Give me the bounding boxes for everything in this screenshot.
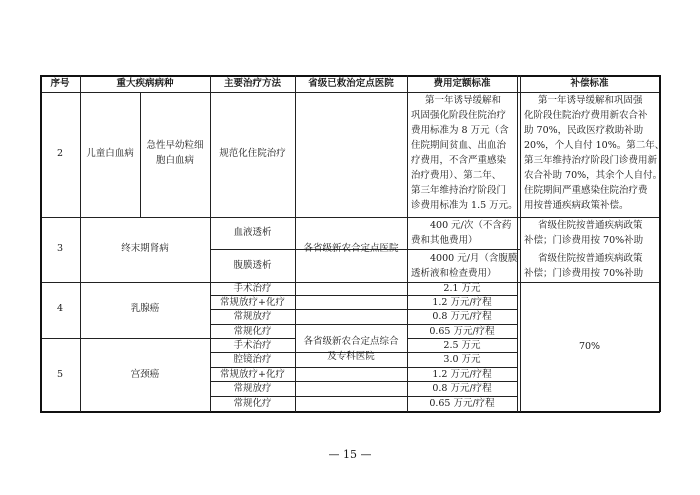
row3-comp-line: 省级住院按普通疾病政策 — [538, 220, 643, 231]
row3-fee2-line: 4000 元/月（含腹膜 — [430, 253, 518, 264]
row3-disease: 终末期肾病 — [121, 243, 169, 254]
row4-method: 常规化疗 — [233, 326, 272, 337]
row2-subtype-2: 胞白血病 — [155, 155, 194, 166]
row2-fee-line: 第一年诱导缓解和 — [425, 95, 502, 106]
row5-method: 常规放疗+化疗 — [220, 369, 285, 380]
row5-method: 腔镜治疗 — [233, 354, 272, 365]
rule-bottom — [40, 411, 660, 413]
rule-right — [659, 75, 661, 412]
row4-disease: 乳腺癌 — [130, 303, 160, 314]
row5-seq: 5 — [56, 369, 64, 380]
row2-comp-line: 第一年诱导缓解和巩固强 — [538, 95, 643, 106]
row2-fee-line: 诊费用标准为 1.5 万元。 — [411, 200, 518, 211]
rule-c5 — [517, 75, 518, 412]
rule-header — [40, 92, 660, 93]
cancer-hospital-line: 各省级新农合定点综合 — [303, 336, 399, 347]
row3-method-1: 血液透析 — [233, 227, 272, 238]
row4-fee: 1.2 万元/疗程 — [432, 297, 492, 308]
rule-row2 — [40, 217, 660, 218]
row2-comp-line: 农合补助 70%，其余个人自付。 — [524, 170, 663, 181]
header-hospital: 省级已救治定点医院 — [308, 78, 394, 89]
row2-fee-line: 治疗费用）、第二年、 — [411, 170, 502, 181]
header-method: 主要治疗方法 — [223, 78, 281, 89]
row2-comp-line: 化阶段住院治疗费用新农合补 — [524, 110, 648, 121]
row5-fee: 0.8 万元/疗程 — [432, 383, 492, 394]
row3-fee2-line: 透析液和检查费用） — [411, 268, 497, 279]
row4-fee: 0.65 万元/疗程 — [429, 326, 495, 337]
cancer-hospital-line: 及专科医院 — [327, 351, 375, 362]
row5-fee: 0.65 万元/疗程 — [429, 398, 495, 409]
row2-fee-line: 住院期间贫血、出血治 — [411, 140, 507, 151]
row4-fee: 2.1 万元 — [443, 283, 481, 294]
row2-fee-line: 巩固强化阶段住院治疗 — [411, 110, 507, 121]
row2-fee-line: 疗费用，不含严重感染 — [411, 155, 507, 166]
rule-r5-3 — [210, 381, 517, 382]
row4-fee: 0.8 万元/疗程 — [432, 311, 492, 322]
header-disease: 重大疾病病种 — [116, 78, 174, 89]
header-seq: 序号 — [50, 78, 70, 89]
row2-comp-line: 用按普通疾病政策补偿。 — [524, 200, 629, 211]
rule-r5-4 — [210, 396, 517, 397]
row5-method: 常规放疗 — [233, 383, 272, 394]
row2-comp-line: 第三年维持治疗阶段门诊费用新 — [524, 155, 658, 166]
row2-fee-line: 第三年维持治疗阶段门 — [411, 185, 507, 196]
row3-comp-line: 省级住院按普通疾病政策 — [538, 253, 643, 264]
page-number: — 15 — — [328, 448, 372, 461]
row2-disease: 儿童白血病 — [86, 148, 134, 159]
row3-fee1-line: 400 元/次（不含药 — [430, 220, 512, 231]
row5-method: 常规化疗 — [233, 398, 272, 409]
rule-r4-end-fee — [407, 338, 517, 339]
rule-top — [40, 75, 660, 77]
rule-r5-2 — [210, 367, 517, 368]
rule-r4-2 — [210, 309, 517, 310]
row4-method: 常规放疗 — [233, 311, 272, 322]
row3-comp-line: 补偿；门诊费用按 70%补助 — [524, 235, 644, 246]
row2-comp-line: 20%，个人自付 10%。第二年、 — [524, 140, 665, 151]
row2-seq: 2 — [56, 148, 64, 159]
row5-disease: 宫颈癌 — [130, 369, 160, 380]
row3-seq: 3 — [56, 243, 64, 254]
row4-seq: 4 — [56, 303, 64, 314]
rule-r4-end — [40, 338, 295, 339]
row4-method: 常规放疗+化疗 — [220, 297, 285, 308]
row4-method: 手术治疗 — [233, 283, 272, 294]
row3-method-2: 腹膜透析 — [233, 260, 272, 271]
row5-fee: 1.2 万元/疗程 — [432, 369, 492, 380]
row2-method: 规范化住院治疗 — [219, 148, 286, 159]
header-fee-std: 费用定额标准 — [433, 78, 491, 89]
row2-comp-line: 助 70%，民政医疗救助补助 — [524, 125, 644, 136]
rule-r4-3 — [210, 324, 517, 325]
rule-row3 — [40, 282, 660, 283]
row2-fee-line: 费用标准为 8 万元（含 — [411, 125, 509, 136]
header-comp-std: 补偿标准 — [570, 78, 609, 89]
row2-comp-line: 住院期间严重感染住院治疗费 — [524, 185, 648, 196]
row5-method: 手术治疗 — [233, 340, 272, 351]
rule-r4-1 — [210, 295, 517, 296]
cancer-comp: 70% — [578, 341, 601, 352]
row5-fee: 2.5 万元 — [443, 340, 481, 351]
row3-hospital: 各省级新农合定点医院 — [303, 243, 399, 254]
row3-fee1-line: 费和其他费用） — [411, 235, 478, 246]
row3-comp-line: 补偿；门诊费用按 70%补助 — [524, 268, 644, 279]
rule-c5b — [520, 75, 521, 412]
row5-fee: 3.0 万元 — [443, 354, 481, 365]
row2-subtype-1: 急性早幼粒细 — [146, 140, 204, 151]
